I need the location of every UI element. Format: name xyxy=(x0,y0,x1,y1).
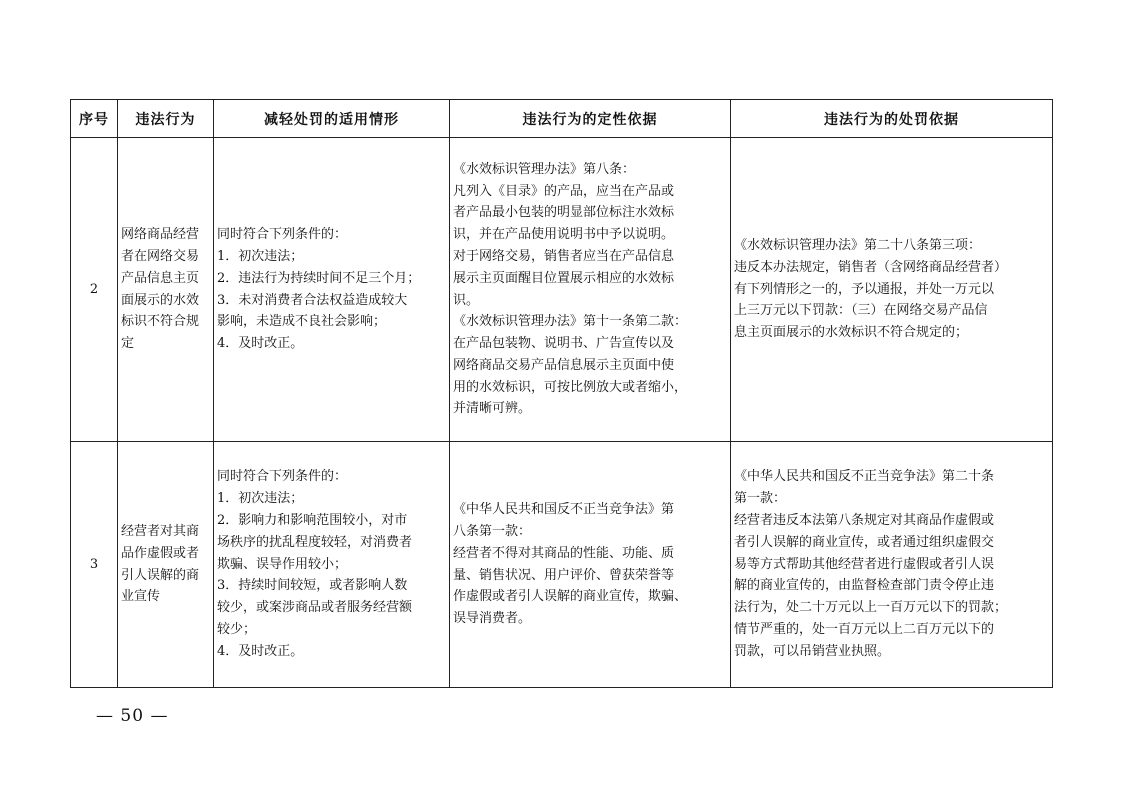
row-serial: 3 xyxy=(71,442,118,688)
header-behavior: 违法行为 xyxy=(118,100,214,138)
row-mitigation: 同时符合下列条件的： 1．初次违法； 2．影响力和影响范围较小，对市 场秩序的扰乱程度较轻，对消费者 欺骗、误导作用较小； 3．持续时间较短，或者影响人数 较少，或案涉商品或者服务经营额 较少； 4．及时改正。 xyxy=(217,469,413,659)
row-mitigation-cell xyxy=(214,138,450,442)
header-mitigation: 减轻处罚的适用情形 xyxy=(214,100,450,138)
row-basis: 《中华人民共和国反不正当竞争法》第 八条第一款： 经营者不得对其商品的性能、功能、质 量、销售状况、用户评价、曾获荣誉等 作虚假或者引人误解的商业宣传，欺骗、 误导消费者。 xyxy=(453,502,688,627)
row-serial: 2 xyxy=(71,138,118,442)
row-basis-cell xyxy=(450,442,731,688)
table-row xyxy=(71,442,1053,688)
header-serial: 序号 xyxy=(71,100,118,138)
header-penalty: 违法行为的处罚依据 xyxy=(731,100,1053,138)
row-behavior: 经营者对其商 品作虚假或者 引人误解的商 业宣传 xyxy=(121,523,200,605)
row-penalty: 《水效标识管理办法》第二十八条第三项： 违反本办法规定，销售者（含网络商品经营者） 有下列情形之一的，予以通报，并处一万元以 上三万元以下罚款：（三）在网络交易产品信 息主页面展示的水效标识不符合规定的； xyxy=(734,238,1008,341)
row-basis: 《水效标识管理办法》第八条： 凡列入《目录》的产品，应当在产品或 者产品最小包装的明显部位标注水效标 识，并在产品使用说明书中予以说明。 对于网络交易，销售者应当在产品信息 展示主页面醒目位置展示相应的水效标 识。 《水效标识管理办法》第十一条第二款： 在产品包装物、说明书、广告宣传以及 网络商品交易产品信息展示主页面中使 用的水效标识，可按比例放大或者缩小， 并清晰可辨。 xyxy=(453,161,688,417)
row-penalty-cell xyxy=(731,138,1053,442)
header-row xyxy=(71,100,1053,138)
row-behavior-cell xyxy=(118,442,214,688)
penalty-table xyxy=(70,99,1053,688)
row-penalty: 《中华人民共和国反不正当竞争法》第二十条 第一款： 经营者违反本法第八条规定对其商品作虚假或 者引人误解的商业宣传，或者通过组织虚假交 易等方式帮助其他经营者进行虚假或者引人误 解的商业宣传的，由监督检查部门责令停止违 法行为，处二十万元以上一百万元以下的罚款； 情节严重的，处一百万元以上二百万元以下的 罚款，可以吊销营业执照。 xyxy=(734,469,1008,659)
row-penalty-cell xyxy=(731,442,1053,688)
row-behavior-cell xyxy=(118,138,214,442)
row-behavior: 网络商品经营 者在网络交易 产品信息主页 面展示的水效 标识不符合规 定 xyxy=(121,227,200,352)
page-number: — 50 — xyxy=(96,706,169,726)
table-row xyxy=(71,138,1053,442)
row-mitigation: 同时符合下列条件的： 1．初次违法； 2．违法行为持续时间不足三个月； 3．未对消费者合法权益造成较大 影响，未造成不良社会影响； 4．及时改正。 xyxy=(217,227,421,352)
header-basis: 违法行为的定性依据 xyxy=(450,100,731,138)
row-mitigation-cell xyxy=(214,442,450,688)
row-basis-cell xyxy=(450,138,731,442)
